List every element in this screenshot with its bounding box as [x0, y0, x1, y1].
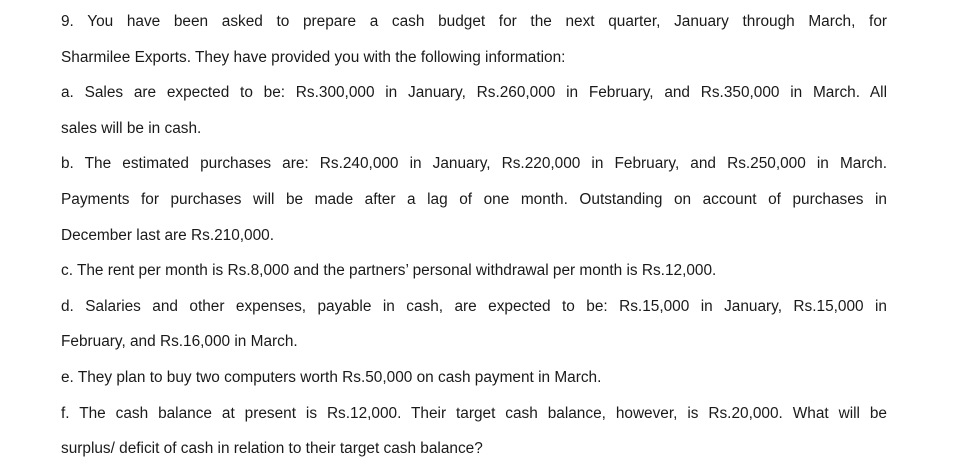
item-f-line-1: f. The cash balance at present is Rs.12,000. Their target cash balance, however, is Rs.20,000. What will be	[61, 404, 887, 422]
item-b-line-1: b. The estimated purchases are: Rs.240,000 in January, Rs.220,000 in February, and Rs.250,000 in March.	[61, 155, 887, 173]
question-document	[61, 9, 887, 472]
item-a-line-2: sales will be in cash.	[61, 119, 202, 137]
item-b-line-2: Payments for purchases will be made after a lag of one month. Outstanding on account of purchases in	[61, 190, 887, 208]
item-d-line-2: February, and Rs.16,000 in March.	[61, 333, 298, 351]
item-d-line-1: d. Salaries and other expenses, payable in cash, are expected to be: Rs.15,000 in January, Rs.15,000 in	[61, 297, 887, 315]
question-intro-line-1: 9. You have been asked to prepare a cash budget for the next quarter, January through March, for	[61, 13, 887, 30]
item-c-line-1: c. The rent per month is Rs.8,000 and the partners’ personal withdrawal per month is Rs.12,000.	[61, 262, 717, 280]
item-a-line-1: a. Sales are expected to be: Rs.300,000 in January, Rs.260,000 in February, and Rs.350,000 in March. All	[61, 84, 887, 102]
item-e-line-1: e. They plan to buy two computers worth Rs.50,000 on cash payment in March.	[61, 368, 602, 386]
item-f-line-2: surplus/ deficit of cash in relation to their target cash balance?	[61, 440, 483, 458]
question-intro-line-2: Sharmilee Exports. They have provided you with the following information:	[61, 48, 566, 66]
item-b-line-3: December last are Rs.210,000.	[61, 226, 275, 244]
